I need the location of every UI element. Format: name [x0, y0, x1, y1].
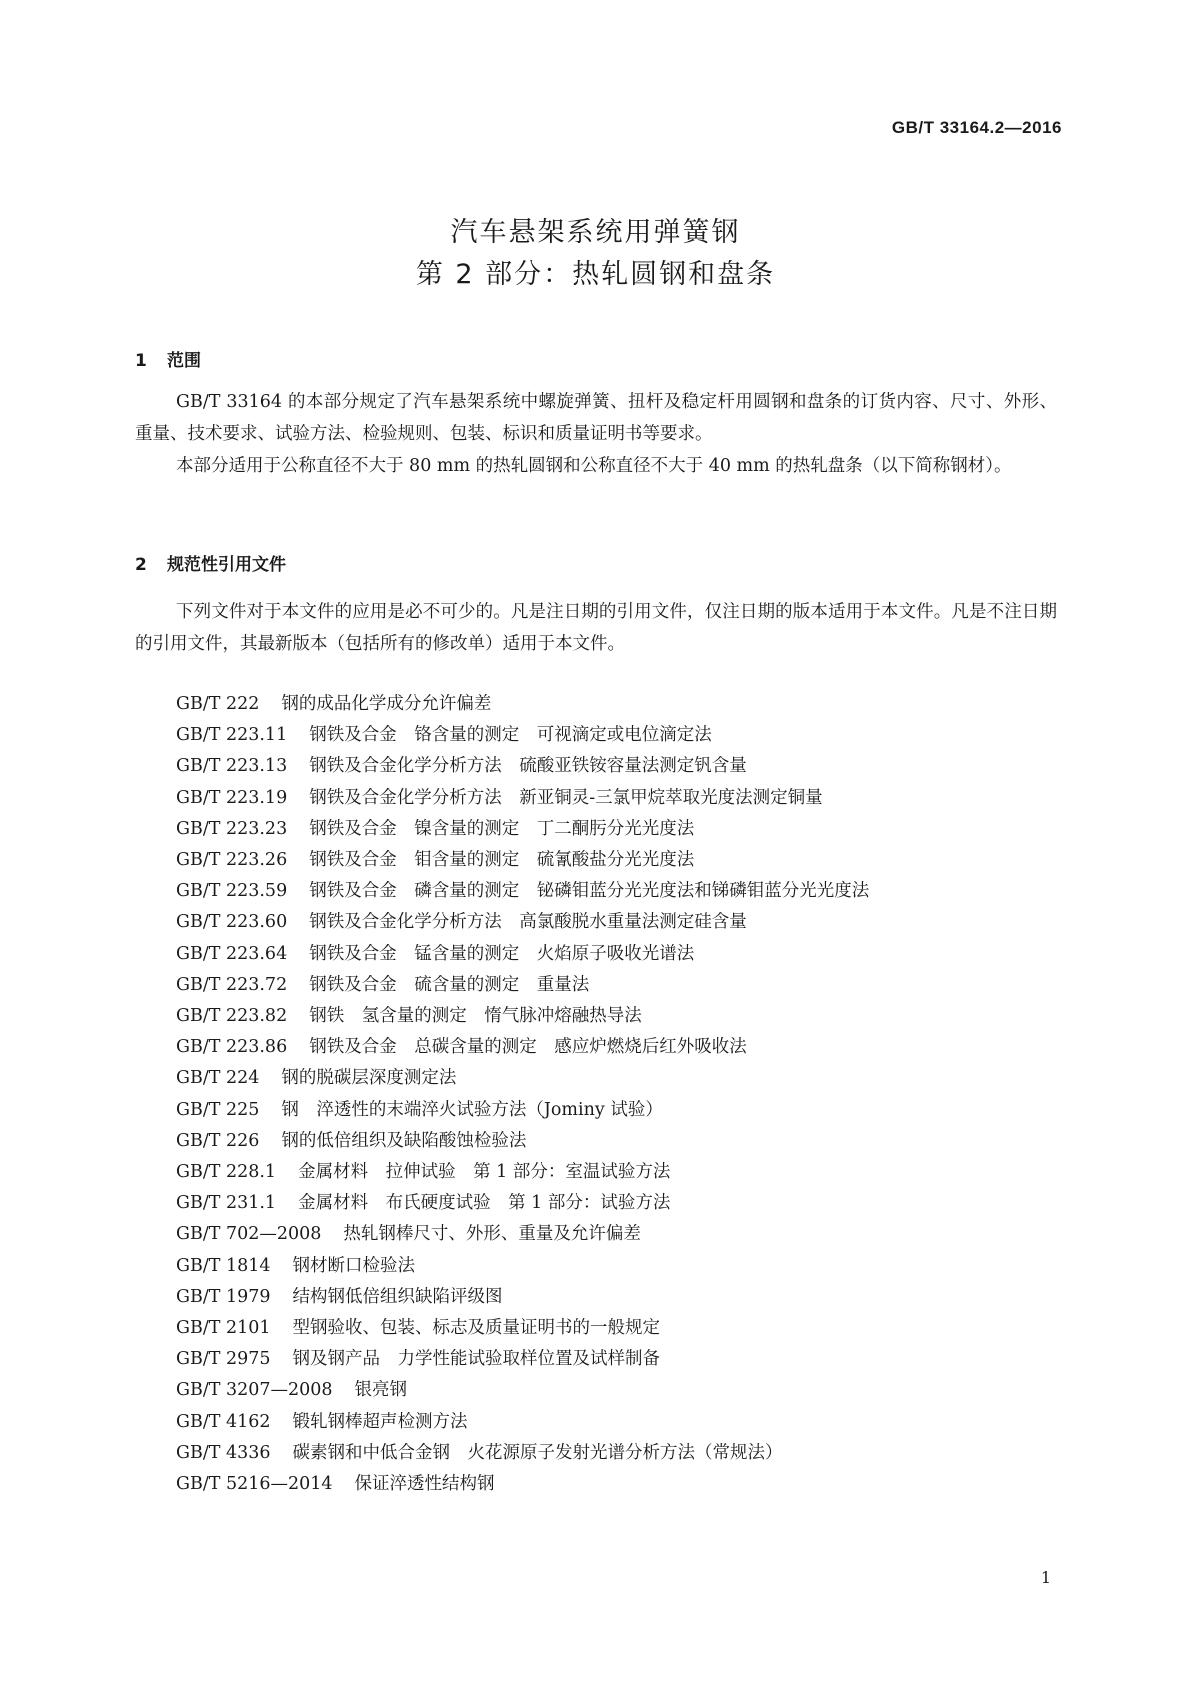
reference-code: GB/T 223.86	[176, 1037, 288, 1058]
reference-title: 钢铁及合金 铬含量的测定 可视滴定或电位滴定法	[309, 725, 712, 746]
reference-item	[176, 1063, 869, 1094]
reference-item	[176, 1157, 869, 1188]
reference-code: GB/T 223.19	[176, 787, 288, 808]
section-2-number: 2	[135, 555, 147, 575]
reference-title: 钢的低倍组织及缺陷酸蚀检验法	[281, 1130, 527, 1151]
reference-item	[176, 1219, 869, 1250]
section-2-title: 规范性引用文件	[167, 555, 286, 575]
reference-title: 钢及钢产品 力学性能试验取样位置及试样制备	[292, 1349, 661, 1370]
reference-title: 钢铁及合金 钼含量的测定 硫氰酸盐分光光度法	[309, 850, 695, 871]
reference-title: 热轧钢棒尺寸、外形、重量及允许偏差	[343, 1224, 641, 1245]
reference-code: GB/T 3207—2008	[176, 1380, 333, 1401]
reference-title: 型钢验收、包装、标志及质量证明书的一般规定	[292, 1318, 661, 1339]
reference-title: 钢 淬透性的末端淬火试验方法（Jominy 试验）	[281, 1099, 663, 1120]
reference-title: 钢铁 氢含量的测定 惰气脉冲熔融热导法	[309, 1006, 642, 1027]
reference-item	[176, 1313, 869, 1344]
reference-code: GB/T 225	[176, 1099, 260, 1120]
reference-title: 钢铁及合金化学分析方法 硫酸亚铁铵容量法测定钒含量	[309, 756, 747, 777]
reference-code: GB/T 228.1	[176, 1162, 277, 1183]
reference-code: GB/T 222	[176, 694, 260, 714]
document-title	[0, 212, 1191, 296]
reference-title: 金属材料 布氏硬度试验 第 1 部分：试验方法	[298, 1193, 671, 1214]
reference-title: 银亮钢	[354, 1380, 408, 1401]
reference-item	[176, 1344, 869, 1375]
reference-title: 钢铁及合金 总碳含量的测定 感应炉燃烧后红外吸收法	[309, 1037, 747, 1058]
title-line-2: 第 2 部分：热轧圆钢和盘条	[415, 259, 776, 290]
reference-item	[176, 1188, 869, 1219]
reference-code: GB/T 1979	[176, 1286, 271, 1307]
reference-code: GB/T 223.59	[176, 881, 288, 902]
reference-item	[176, 939, 869, 970]
reference-item	[176, 1251, 869, 1282]
reference-code: GB/T 2975	[176, 1349, 271, 1370]
section-1-heading	[135, 346, 201, 371]
reference-item	[176, 1469, 869, 1500]
reference-code: GB/T 223.26	[176, 850, 288, 871]
page-number: 1	[1040, 1568, 1051, 1587]
reference-title: 结构钢低倍组织缺陷评级图	[292, 1286, 503, 1307]
reference-title: 钢铁及合金 硫含量的测定 重量法	[309, 974, 590, 995]
reference-list	[176, 689, 869, 1500]
reference-item	[176, 783, 869, 814]
reference-code: GB/T 2101	[176, 1318, 271, 1339]
reference-title: 钢铁及合金 镍含量的测定 丁二酮肟分光光度法	[309, 818, 695, 839]
reference-item	[176, 845, 869, 876]
reference-title: 保证淬透性结构钢	[354, 1474, 495, 1495]
reference-code: GB/T 223.72	[176, 974, 288, 995]
reference-item	[176, 1095, 869, 1126]
reference-title: 钢材断口检验法	[292, 1255, 416, 1276]
reference-item	[176, 907, 869, 938]
reference-title: 钢的脱碳层深度测定法	[281, 1068, 457, 1089]
reference-item	[176, 689, 869, 720]
reference-title: 金属材料 拉伸试验 第 1 部分：室温试验方法	[298, 1162, 671, 1183]
reference-item	[176, 876, 869, 907]
title-line-1: 汽车悬架系统用弹簧钢	[450, 217, 741, 248]
reference-code: GB/T 702—2008	[176, 1224, 322, 1245]
standard-number: GB/T 33164.2—2016	[891, 118, 1062, 137]
section-2-heading	[135, 550, 286, 575]
reference-item	[176, 1126, 869, 1157]
reference-code: GB/T 223.11	[176, 725, 288, 746]
reference-item	[176, 1438, 869, 1469]
reference-item	[176, 720, 869, 751]
scope-paragraph-1: GB/T 33164 的本部分规定了汽车悬架系统中螺旋弹簧、扭杆及稳定杆用圆钢和盘条的订货内容、尺寸、外形、重量、技术要求、试验方法、检验规则、包装、标识和质量证明书等要求。	[135, 392, 1057, 444]
reference-item	[176, 1282, 869, 1313]
reference-code: GB/T 223.60	[176, 912, 288, 933]
reference-title: 钢的成品化学成分允许偏差	[281, 694, 492, 714]
reference-title: 锻轧钢棒超声检测方法	[292, 1411, 468, 1432]
reference-code: GB/T 1814	[176, 1255, 271, 1276]
reference-title: 碳素钢和中低合金钢 火花源原子发射光谱分析方法（常规法）	[292, 1442, 783, 1463]
reference-item	[176, 1407, 869, 1438]
reference-title: 钢铁及合金 磷含量的测定 铋磷钼蓝分光光度法和锑磷钼蓝分光光度法	[309, 881, 870, 902]
reference-code: GB/T 231.1	[176, 1193, 277, 1214]
reference-title: 钢铁及合金 锰含量的测定 火焰原子吸收光谱法	[309, 943, 695, 964]
reference-item	[176, 814, 869, 845]
scope-paragraph-2: 本部分适用于公称直径不大于 80 mm 的热轧圆钢和公称直径不大于 40 mm 的热轧盘条（以下简称钢材）。	[176, 456, 1012, 476]
reference-code: GB/T 223.64	[176, 943, 288, 964]
reference-code: GB/T 4162	[176, 1411, 271, 1432]
references-intro: 下列文件对于本文件的应用是必不可少的。凡是注日期的引用文件，仅注日期的版本适用于本文件。凡是不注日期的引用文件，其最新版本（包括所有的修改单）适用于本文件。	[135, 602, 1057, 654]
reference-code: GB/T 4336	[176, 1442, 271, 1463]
reference-code: GB/T 223.13	[176, 756, 288, 777]
section-1-title: 范围	[167, 351, 201, 371]
reference-code: GB/T 224	[176, 1068, 260, 1089]
reference-code: GB/T 223.82	[176, 1006, 288, 1027]
reference-code: GB/T 223.23	[176, 818, 288, 839]
reference-item	[176, 970, 869, 1001]
reference-code: GB/T 226	[176, 1130, 260, 1151]
reference-item	[176, 1001, 869, 1032]
reference-item	[176, 1032, 869, 1063]
reference-title: 钢铁及合金化学分析方法 高氯酸脱水重量法测定硅含量	[309, 912, 747, 933]
reference-code: GB/T 5216—2014	[176, 1474, 333, 1495]
section-1-number: 1	[135, 351, 147, 371]
reference-title: 钢铁及合金化学分析方法 新亚铜灵-三氯甲烷萃取光度法测定铜量	[309, 787, 823, 808]
reference-item	[176, 1375, 869, 1406]
reference-item	[176, 751, 869, 782]
